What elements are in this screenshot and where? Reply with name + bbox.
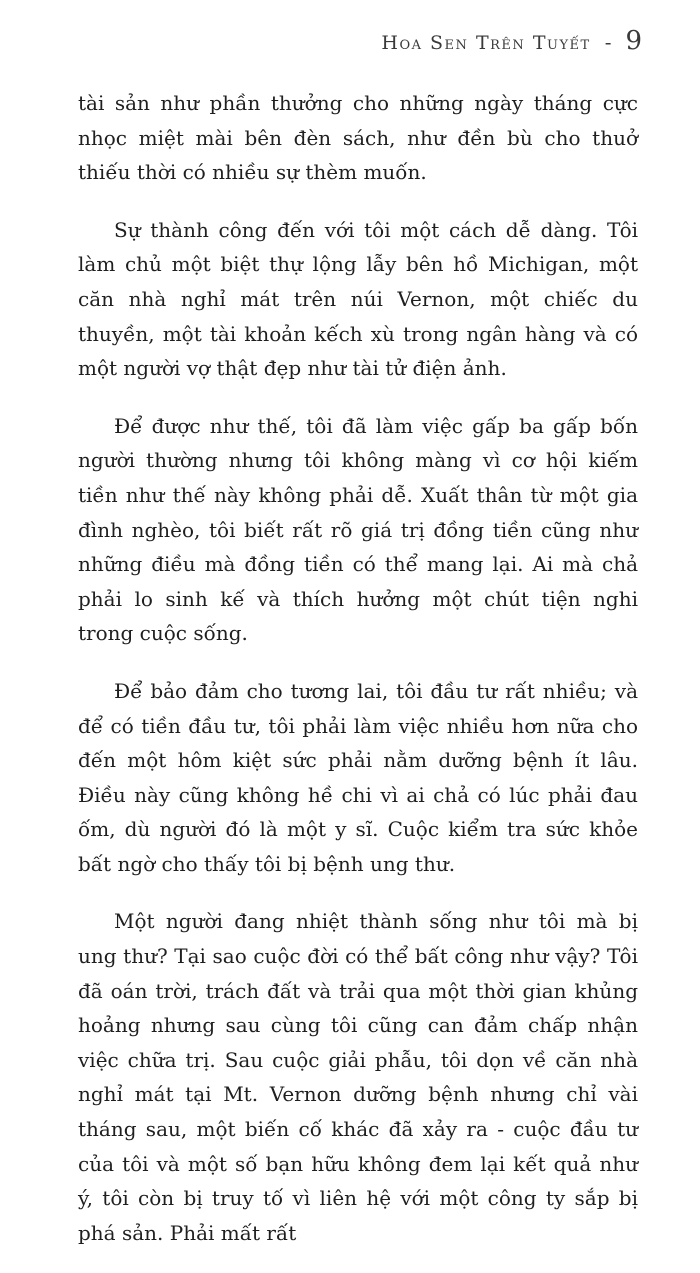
paragraph: Sự thành công đến với tôi một cách dễ dàng. Tôi làm chủ một biệt thự lộng lẫy bên hồ Michigan, một căn nhà nghỉ mát trên núi Vernon, một chiếc du thuyền, một tài khoản kếch xù trong ngân hàng và có một người vợ thật đẹp như tài tử điện ảnh. [78, 217, 638, 381]
paragraph: Để được như thế, tôi đã làm việc gấp ba gấp bốn người thường nhưng tôi không màng vì cơ hội kiếm tiền như thế này không phải dễ. Xuất thân từ một gia đình nghèo, tôi biết rất rõ giá trị đồng tiền cũng như những điều mà đồng tiền có thể mang lại. Ai mà chả phải lo sinh kế và thích hưởng một chút tiện nghi trong cuộc sống. [78, 413, 638, 646]
paragraph: Một người đang nhiệt thành sống như tôi mà bị ung thư? Tại sao cuộc đời có thể bất công như vậy? Tôi đã oán trời, trách đất và trải qua một thời gian khủng hoảng nhưng sau cùng tôi cũng can đảm chấp nhận việc chữa trị. Sau cuộc giải phẫu, tôi dọn về căn nhà nghỉ mát tại Mt. Vernon dưỡng bệnh nhưng chỉ vài tháng sau, một biến cố khác đã xảy ra - cuộc đầu tư của tôi và một số bạn hữu không đem lại kết quả như ý, tôi còn bị truy tố vì liên hệ với một công ty sắp bị phá sản. Phải mất rất [78, 909, 638, 1245]
paragraph: Để bảo đảm cho tương lai, tôi đầu tư rất nhiều; và để có tiền đầu tư, tôi phải làm việc nhiều hơn nữa cho đến một hôm kiệt sức phải nằm dưỡng bệnh ít lâu. Điều này cũng không hề chi vì ai chả có lúc phải đau ốm, dù người đó là một y sĩ. Cuộc kiểm tra sức khỏe bất ngờ cho thấy tôi bị bệnh ung thư. [78, 678, 638, 876]
paragraph-continued: tài sản như phần thưởng cho những ngày tháng cực nhọc miệt mài bên đèn sách, như đền bù cho thuở thiếu thời có nhiều sự thèm muốn. [78, 91, 638, 185]
book-title: Hoa Sen Trên Tuyết [381, 32, 591, 54]
body-text [78, 86, 638, 1273]
page-number: 9 [625, 26, 642, 56]
header-separator: - [604, 30, 612, 54]
running-header [381, 26, 642, 56]
